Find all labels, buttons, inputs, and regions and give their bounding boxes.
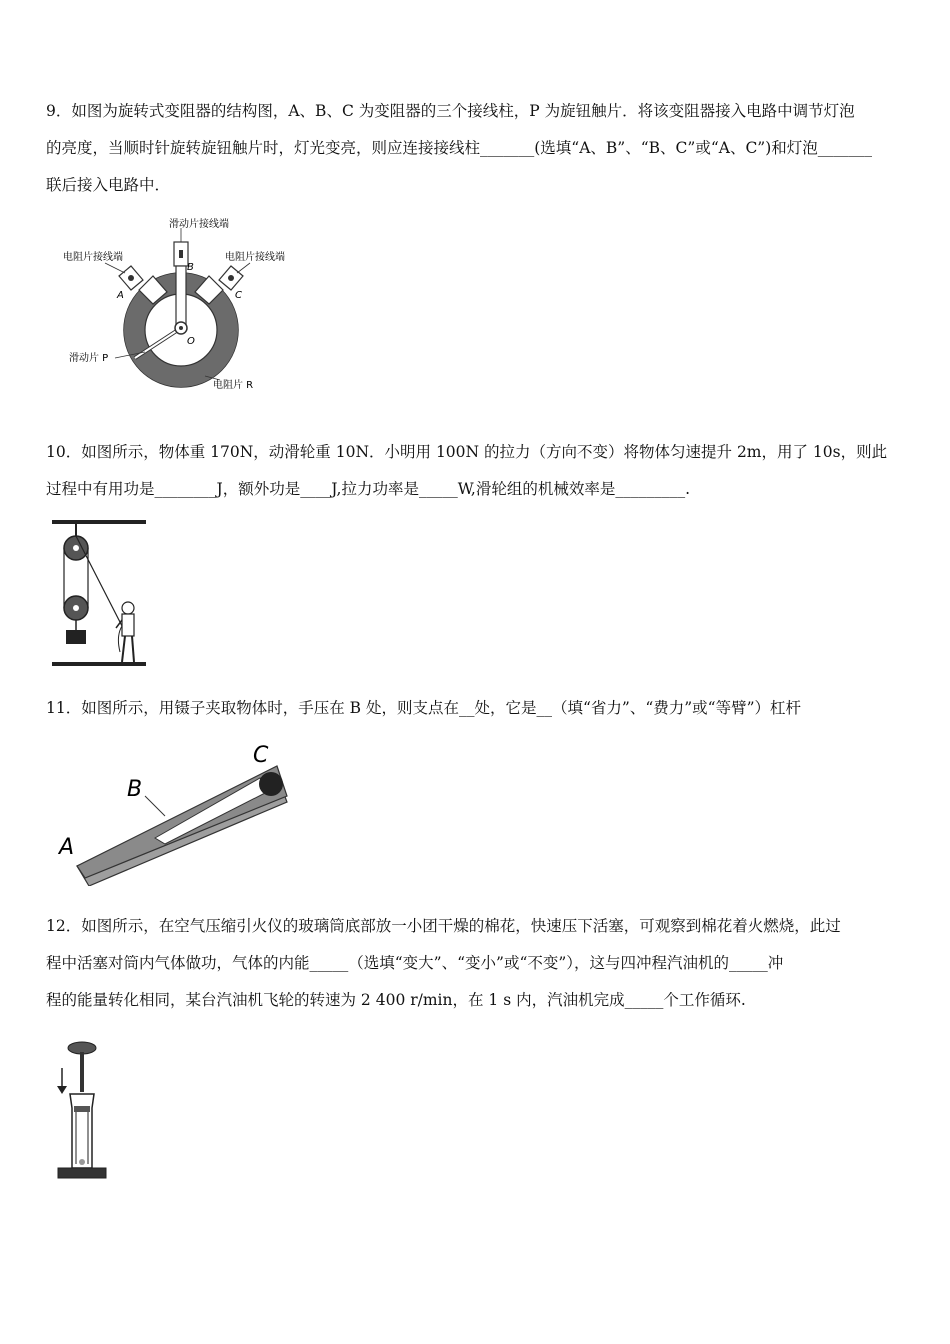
question-9 — [46, 93, 906, 204]
person-pulling-icon — [116, 602, 134, 662]
question-11 — [46, 690, 906, 727]
pulley-system-diagram — [50, 516, 155, 672]
label-o: O — [187, 336, 195, 347]
clamped-object-icon — [259, 772, 283, 796]
question-text-line: 程中活塞对筒内气体做功，气体的内能_____（选填“变大”、“变小”或“不变”），这与四冲程汽油机的_____冲 — [46, 954, 784, 972]
question-text-line: 程的能量转化相同，某台汽油机飞轮的转速为 2 400 r/min，在 1 s 内，汽油机完成_____个工作循环. — [46, 991, 746, 1009]
question-text-line: 10．如图所示，物体重 170N，动滑轮重 10N．小明用 100N 的拉力（方向不变）将物体匀速提升 2m，用了 10s，则此 — [46, 443, 888, 461]
rotary-rheostat-diagram — [55, 218, 305, 396]
label-b: B — [127, 777, 143, 802]
label-resistor-terminal-right: 电阻片接线端 — [225, 252, 285, 263]
label-c: C — [253, 743, 269, 768]
question-text-line: 的亮度，当顺时针旋转旋钮触片时，灯光变亮，则应连接接线柱_______(选填“A、B”、“B、C”或“A、C”)和灯泡_______ — [46, 139, 873, 157]
label-resistor-terminal-left: 电阻片接线端 — [63, 252, 123, 263]
question-text-line: 11．如图所示，用镊子夹取物体时，手压在 B 处，则支点在__处，它是__（填“省力”、“费力”或“等臂”）杠杆 — [46, 699, 802, 717]
label-a: A — [59, 835, 75, 860]
label-a: A — [117, 290, 124, 301]
question-text-line: 12．如图所示，在空气压缩引火仪的玻璃筒底部放一小团干燥的棉花，快速压下活塞，可观察到棉花着火燃烧，此过 — [46, 917, 841, 935]
question-text-line: 过程中有用功是________J，额外功是____J,拉力功率是_____W,滑轮组的机械效率是_________. — [46, 480, 691, 498]
tweezers-diagram — [55, 738, 305, 886]
air-compression-igniter-diagram — [52, 1038, 112, 1188]
question-text-line: 联后接入电路中． — [46, 176, 171, 194]
label-slider-terminal: 滑动片接线端 — [169, 219, 229, 230]
label-c: C — [235, 290, 242, 301]
label-b: B — [187, 262, 194, 273]
label-slider: 滑动片 P — [69, 353, 109, 364]
down-arrow-icon — [57, 1068, 67, 1094]
question-12 — [46, 908, 906, 1019]
label-resistor: 电阻片 R — [213, 380, 254, 391]
question-10 — [46, 434, 906, 508]
terminal-b-icon — [174, 242, 188, 328]
question-text-line: 9．如图为旋转式变阻器的结构图，A、B、C 为变阻器的三个接线柱，P 为旋钮触片．将该变阻器接入电路中调节灯泡 — [46, 102, 855, 120]
